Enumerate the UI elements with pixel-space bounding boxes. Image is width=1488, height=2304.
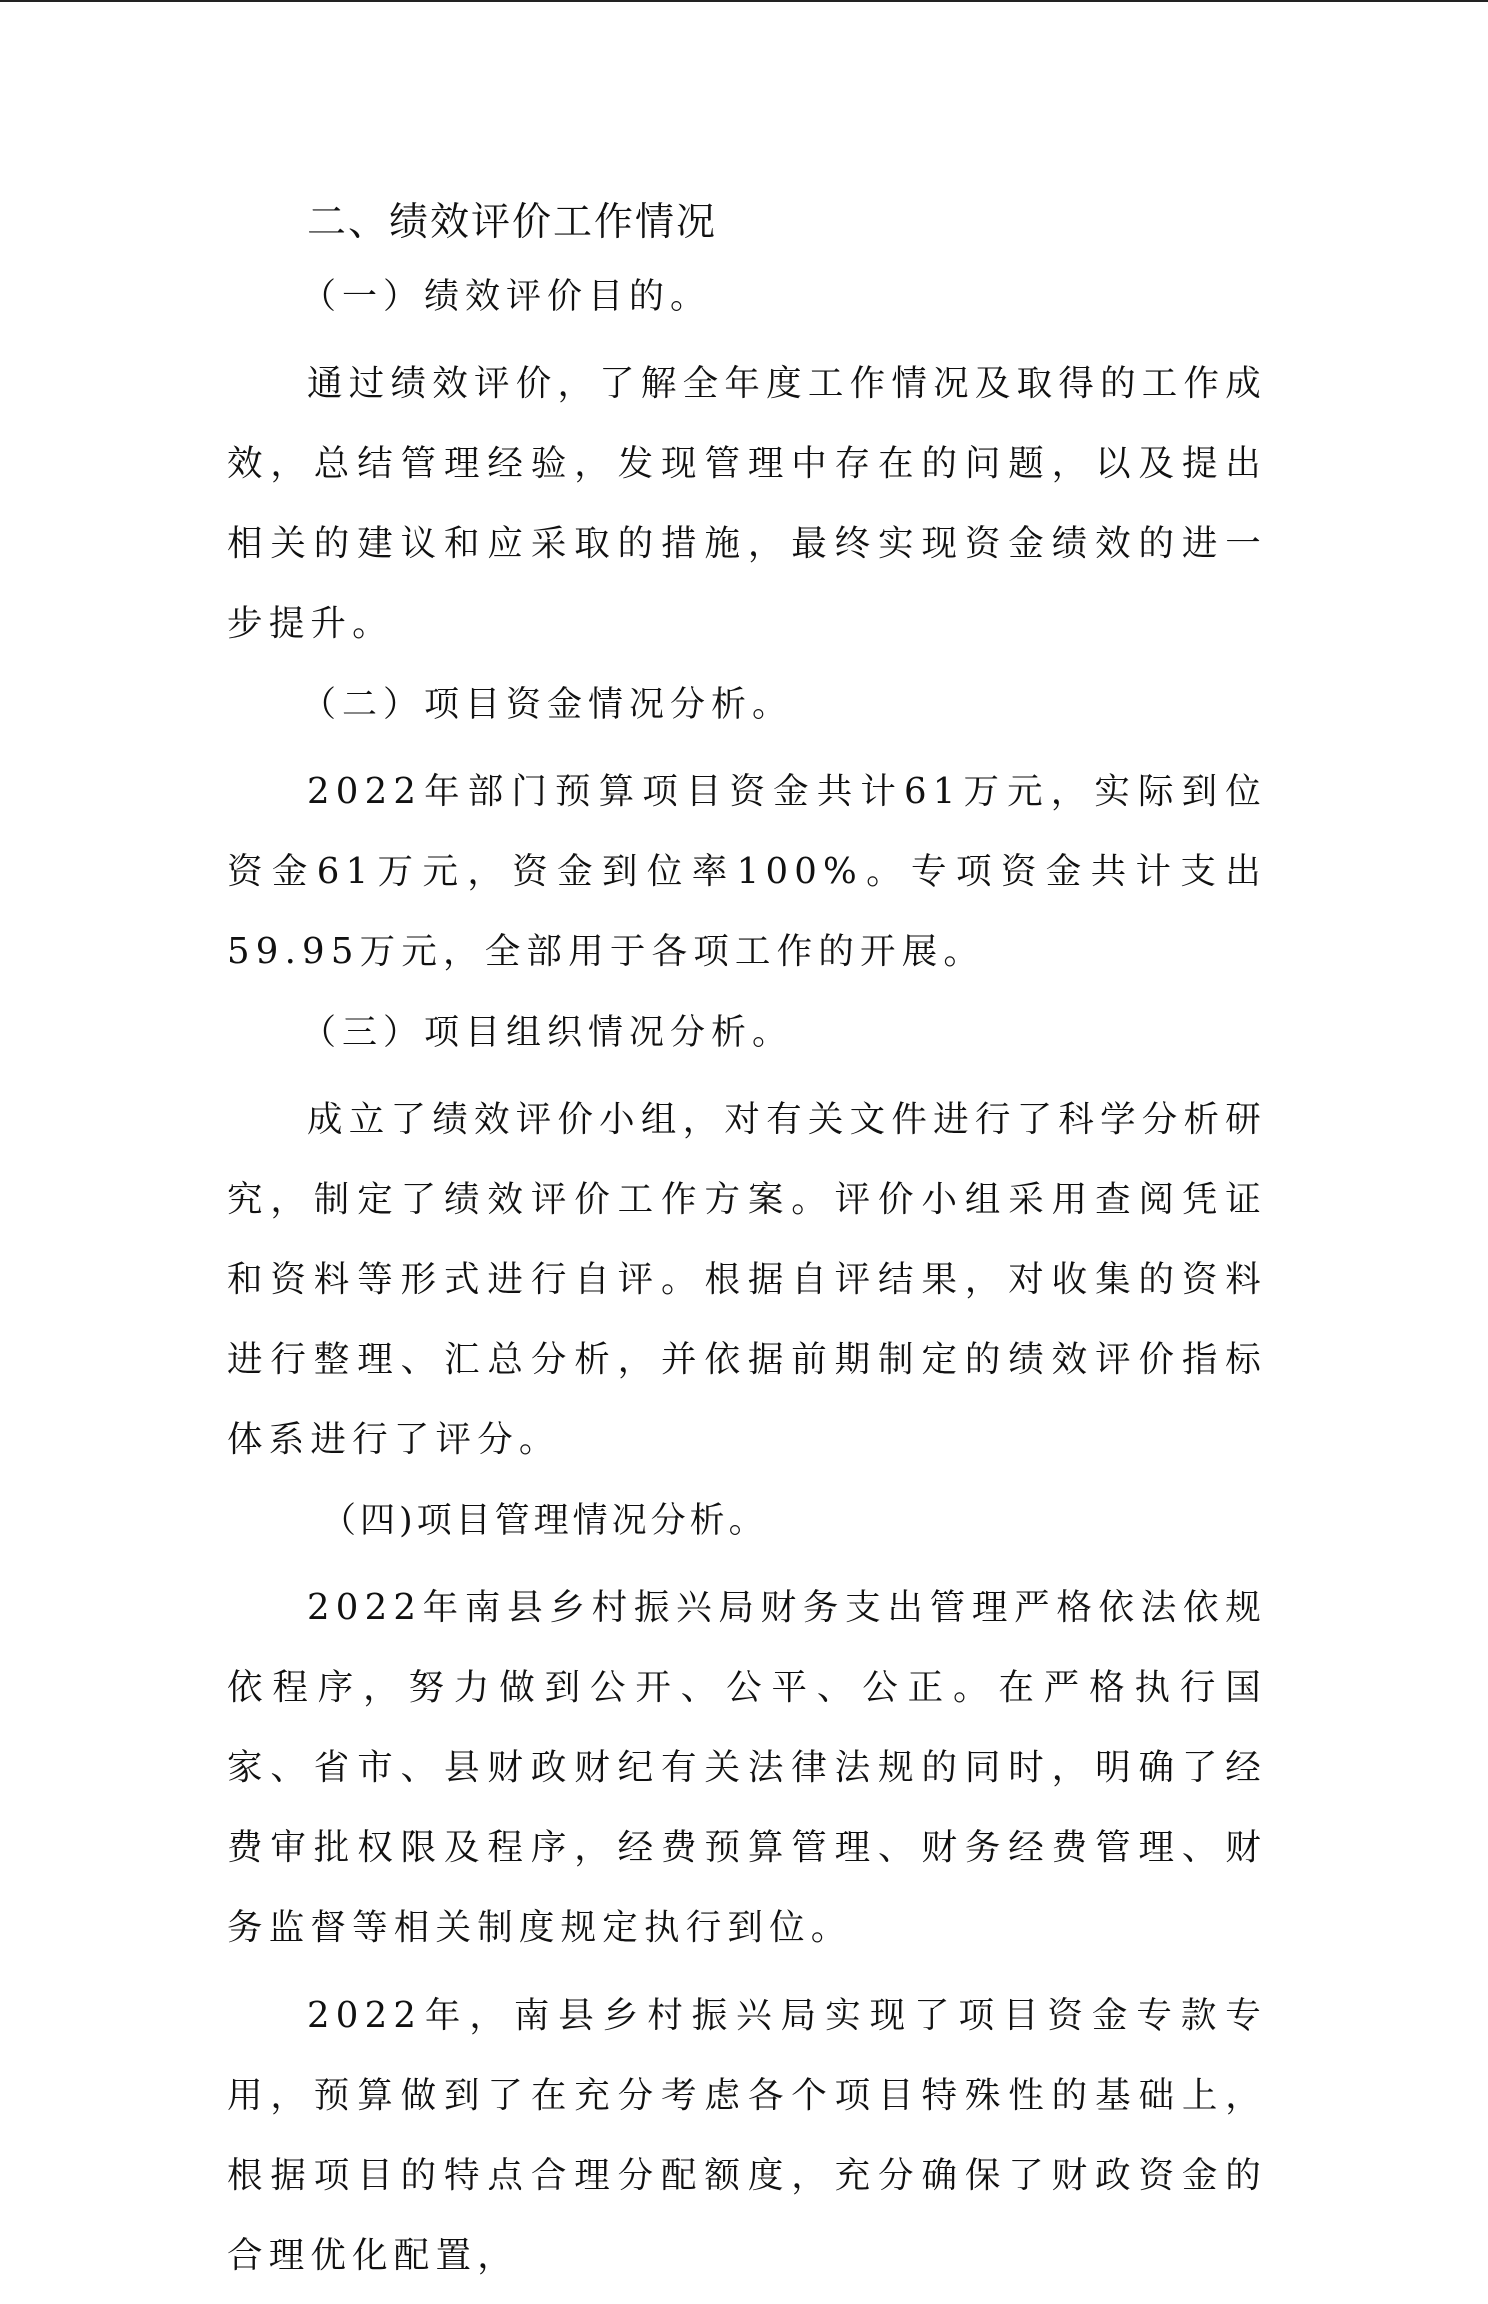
subsection-title-2: （二）项目资金情况分析。 — [301, 685, 794, 725]
section-title: 二、绩效评价工作情况 — [307, 200, 718, 245]
document-content — [227, 194, 1267, 2304]
paragraph-purpose: 通过绩效评价，了解全年度工作情况及取得的工作成效，总结管理经验，发现管理中存在的问题，以及提出相关的建议和应采取的措施，最终实现资金绩效的进一步提升。 — [227, 363, 1267, 644]
paragraph-organization: 成立了绩效评价小组，对有关文件进行了科学分析研究，制定了绩效评价工作方案。评价小组采用查阅凭证和资料等形式进行自评。根据自评结果，对收集的资料进行整理、汇总分析，并依据前期制定的绩效评价指标体系进行了评分。 — [227, 1099, 1267, 1460]
paragraph-funds: 2022年部门预算项目资金共计61万元，实际到位资金61万元，资金到位率100%。专项资金共计支出59.95万元，全部用于各项工作的开展。 — [227, 771, 1267, 972]
subsection-title-1: （一）绩效评价目的。 — [301, 277, 712, 317]
subsection-title-3: （三）项目组织情况分析。 — [301, 1013, 794, 1053]
paragraph-management-2: 2022年，南县乡村振兴局实现了项目资金专款专用，预算做到了在充分考虑各个项目特殊性的基础上，根据项目的特点合理分配额度，充分确保了财政资金的合理优化配置， — [227, 1995, 1267, 2276]
paragraph-management-1: 2022年南县乡村振兴局财务支出管理严格依法依规依程序，努力做到公开、公平、公正。在严格执行国家、省市、县财政财纪有关法律法规的同时，明确了经费审批权限及程序，经费预算管理、财务经费管理、财务监督等相关制度规定执行到位。 — [227, 1587, 1267, 1948]
subsection-title-4: （四)项目管理情况分析。 — [321, 1501, 768, 1541]
